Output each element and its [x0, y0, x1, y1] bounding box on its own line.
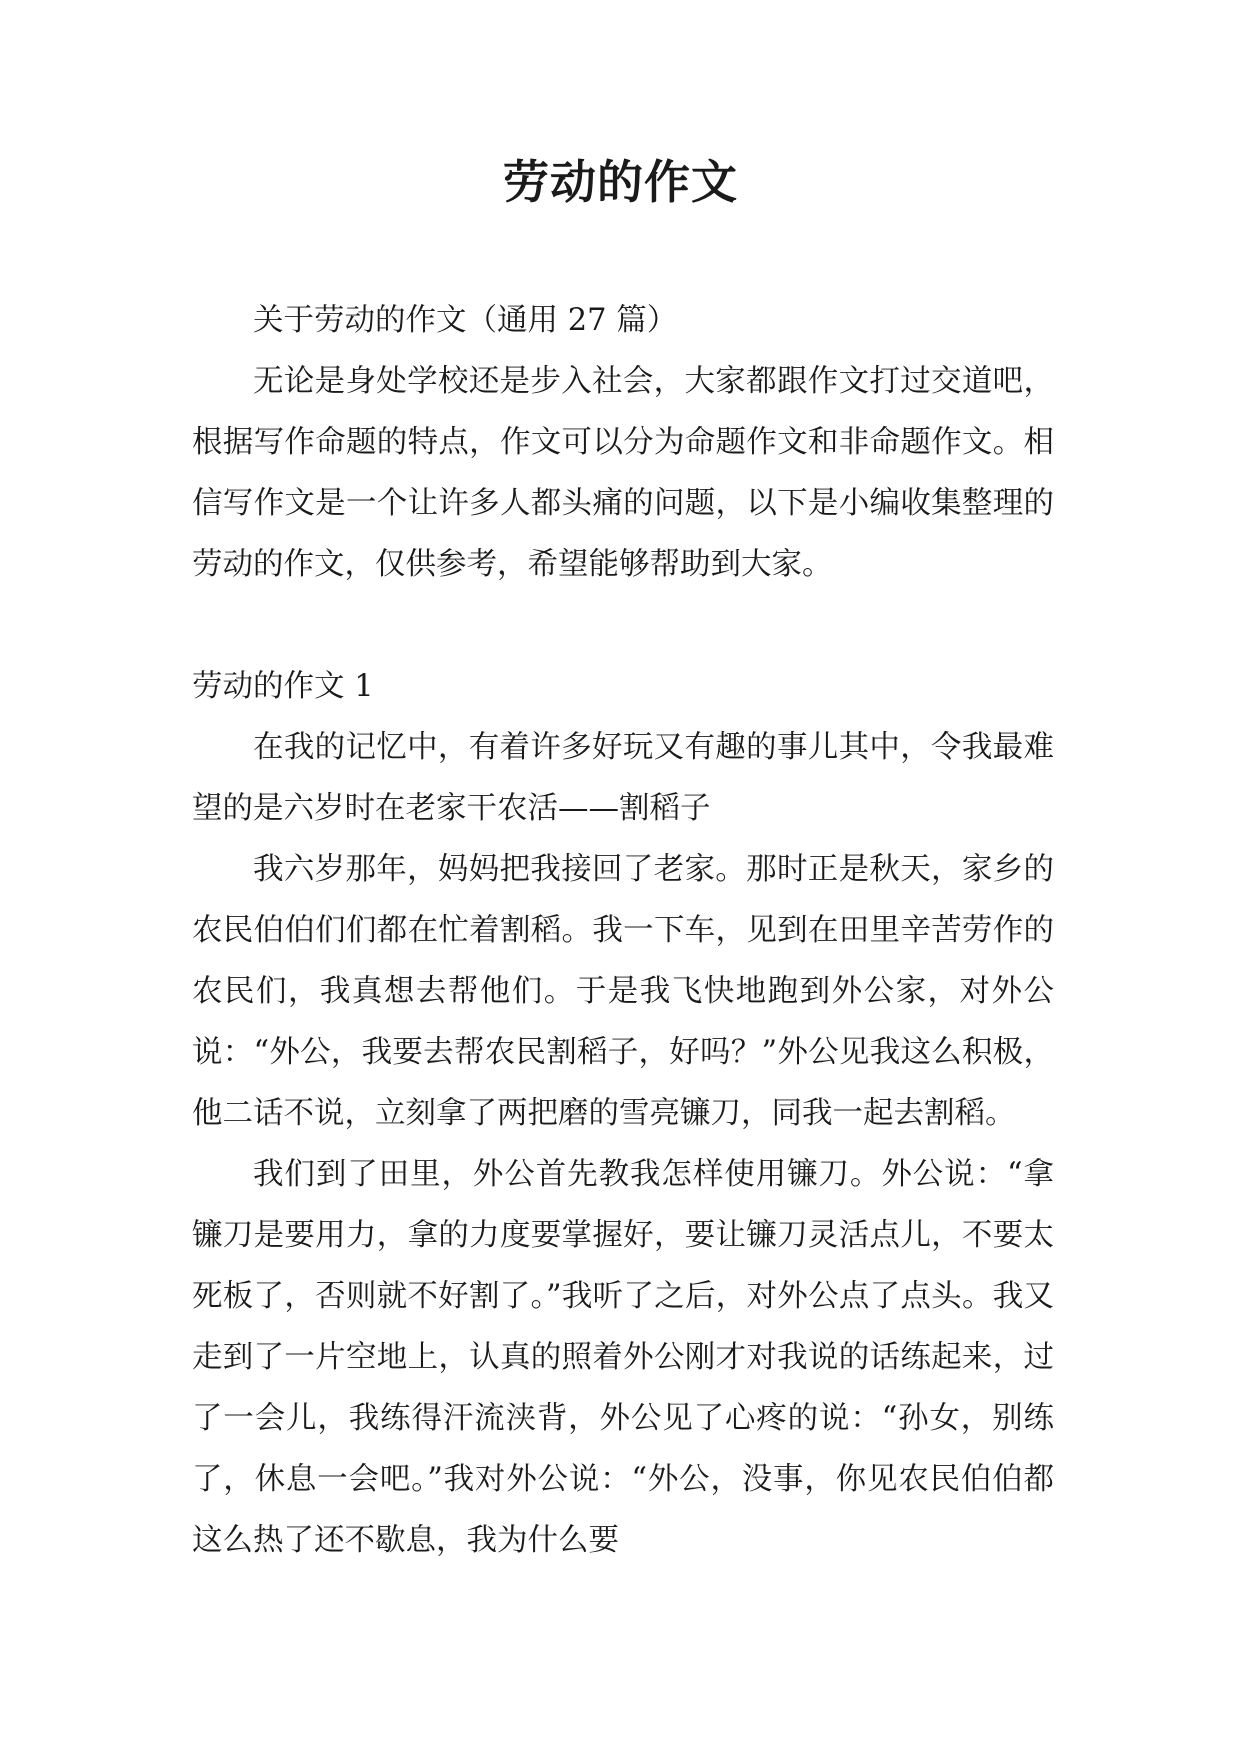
- document-body: [192, 290, 1054, 1571]
- section-paragraph: 我六岁那年，妈妈把我接回了老家。那时正是秋天，家乡的农民伯伯们们都在忙着割稻。我一下车，见到在田里辛苦劳作的农民们，我真想去帮他们。于是我飞快地跑到外公家，对外公说：“外公，我要去帮农民割稻子，好吗？”外公见我这么积极，他二话不说，立刻拿了两把磨的雪亮镰刀，同我一起去割稻。: [192, 852, 1054, 1131]
- intro-paragraph: 无论是身处学校还是步入社会，大家都跟作文打过交道吧，根据写作命题的特点，作文可以分为命题作文和非命题作文。相信写作文是一个让许多人都头痛的问题，以下是小编收集整理的劳动的作文，仅供参考，希望能够帮助到大家。: [192, 364, 1054, 582]
- section-paragraph: 我们到了田里，外公首先教我怎样使用镰刀。外公说：“拿镰刀是要用力，拿的力度要掌握好，要让镰刀灵活点儿，不要太死板了，否则就不好割了。”我听了之后，对外公点了点头。我又走到了一片空地上，认真的照着外公刚才对我说的话练起来，过了一会儿，我练得汗流浃背，外公见了心疼的说：“孙女，别练了，休息一会吧。”我对外公说：“外公，没事，你见农民伯伯都这么热了还不歇息，我为什么要: [192, 1157, 1054, 1558]
- section-heading: 劳动的作文 1: [192, 669, 374, 704]
- intro-subtitle: 关于劳动的作文（通用 27 篇）: [253, 303, 678, 338]
- section-paragraph: 在我的记忆中，有着许多好玩又有趣的事儿其中，令我最难望的是六岁时在老家干农活——割稻子: [192, 730, 1054, 826]
- document-title: 劳动的作文: [503, 155, 738, 209]
